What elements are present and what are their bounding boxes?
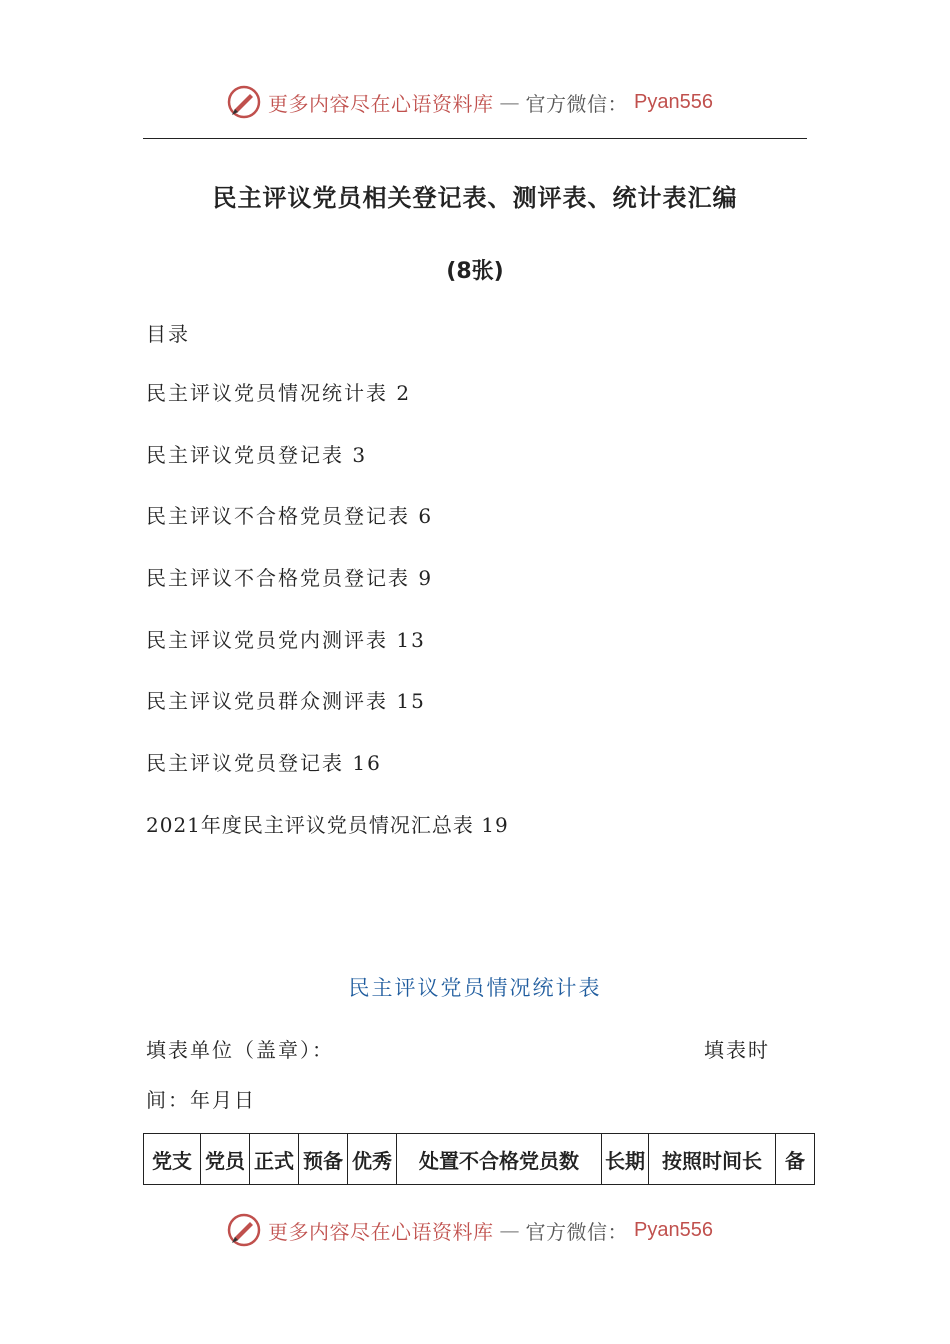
table-header-cell: 党员: [201, 1134, 250, 1185]
toc-item[interactable]: 2021年度民主评议党员情况汇总表 19: [146, 812, 509, 837]
banner-wechat-label: 官方微信：: [525, 1219, 628, 1244]
banner-text: 更多内容尽在心语资料库: [268, 91, 494, 116]
fill-date-label: 间：年月日: [146, 1088, 256, 1112]
banner-wechat-label: 官方微信：: [525, 91, 628, 116]
table-header-cell: 长期: [602, 1134, 649, 1185]
banner-text: 更多内容尽在心语资料库: [268, 1219, 494, 1244]
statistics-table: [143, 1133, 815, 1185]
banner-wechat-id: Pyan556: [634, 1218, 713, 1241]
toc-item[interactable]: 民主评议党员登记表 16: [146, 751, 382, 776]
table-header-cell: 备: [776, 1134, 815, 1185]
footer-banner: [226, 1210, 713, 1250]
pen-logo-icon: [226, 1212, 262, 1248]
header-banner: [226, 82, 713, 122]
toc-item[interactable]: 民主评议不合格党员登记表 9: [146, 566, 434, 591]
fill-time-label: 填表时: [704, 1038, 770, 1062]
table-header-cell: 按照时间长: [649, 1134, 776, 1185]
table-header-row: [144, 1134, 815, 1185]
section-title: 民主评议党员情况统计表: [348, 976, 602, 1000]
toc-item[interactable]: 民主评议党员党内测评表 13: [146, 627, 426, 652]
toc-item[interactable]: 民主评议党员登记表 3: [146, 442, 368, 467]
table-header-cell: 正式: [250, 1134, 299, 1185]
toc-item[interactable]: 民主评议党员群众测评表 15: [146, 689, 426, 714]
toc-list: [146, 378, 509, 872]
table-header-cell: 预备: [299, 1134, 348, 1185]
table-header-cell: 处置不合格党员数: [397, 1134, 602, 1185]
document-subtitle: (8张): [446, 259, 504, 284]
toc-heading: 目录: [146, 322, 190, 346]
pen-logo-icon: [226, 84, 262, 120]
banner-separator: —: [499, 1218, 520, 1242]
table-header-cell: 优秀: [348, 1134, 397, 1185]
document-title: 民主评议党员相关登记表、测评表、统计表汇编: [212, 184, 738, 212]
toc-item[interactable]: 民主评议党员情况统计表 2: [146, 381, 412, 405]
header-divider: [143, 138, 807, 139]
fill-unit-label: 填表单位（盖章）：: [146, 1038, 334, 1062]
toc-item[interactable]: 民主评议不合格党员登记表 6: [146, 504, 434, 529]
banner-wechat-id: Pyan556: [634, 90, 713, 113]
banner-separator: —: [499, 90, 520, 114]
table-header-cell: 党支: [144, 1134, 201, 1185]
